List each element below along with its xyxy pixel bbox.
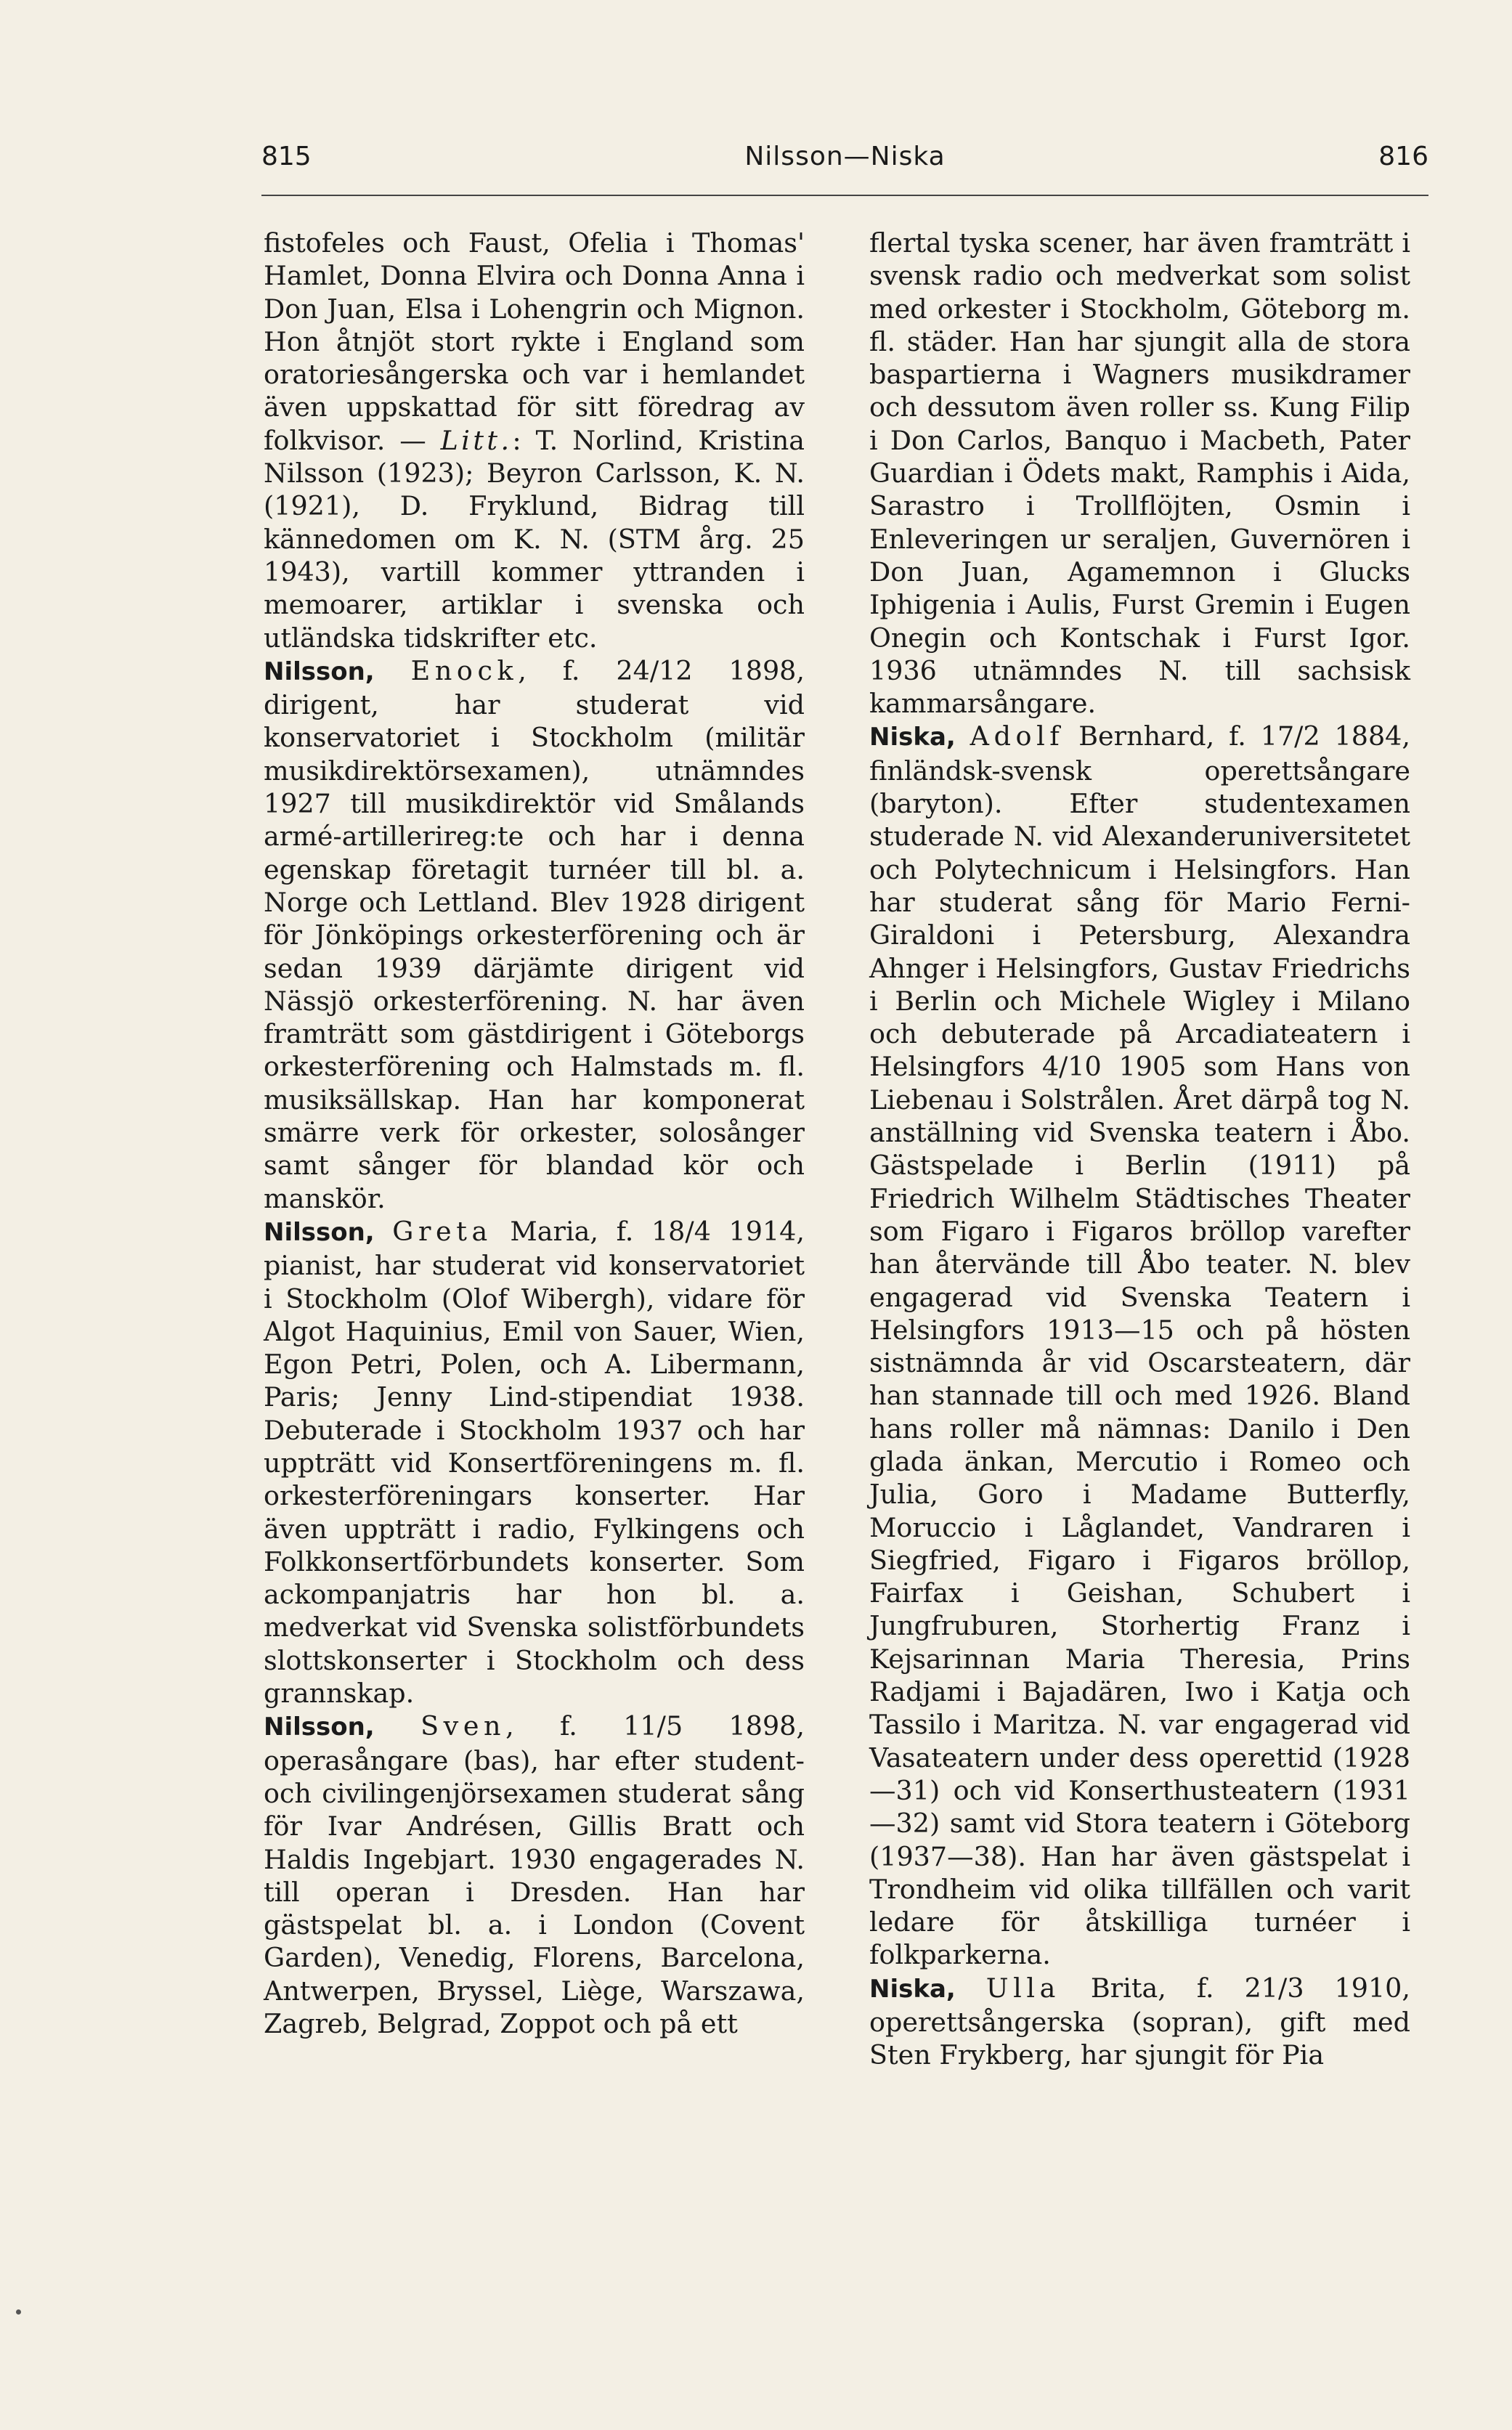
header-rule <box>261 195 1428 196</box>
entry-given-name: Enock <box>410 654 519 686</box>
continued-entry: fistofeles och Faust, Ofelia i Thomas' Hamlet, Donna Elvira och Donna Anna i Don Juan, Elsa i Lohengrin och Mignon. Hon åtnjöt stort rykte i England som oratoriesångerska och var i hemlandet även uppskattad för sitt föredrag av folkvisor. — Litt.: T. Norlind, Kristina Nilsson (1923); Beyron Carlsson, K. N. (1921), D. Fryklund, Bidrag till kännedomen om K. N. (STM årg. 25 1943), vartill kommer yttranden i memoarer, artiklar i svenska och utländska tidskrifter etc. <box>264 227 805 654</box>
entry-surname: Nilsson, <box>264 1712 375 1742</box>
entry-niska-adolf: Niska, Adolf Bernhard, f. 17/2 1884, finländsk-svensk operettsångare (baryton). Efter studentexamen studerade N. vid Alexanderuniversitetet och Polytechnicum i Helsingfors. Han har studerat sång för Mario Ferni-Giraldoni i Petersburg, Alexandra Ahnger i Helsingfors, Gustav Friedrichs i Berlin och Michele Wigley i Milano och debuterade på Arcadiateatern i Helsingfors 4/10 1905 som Hans von Liebenau i Solstrålen. Året därpå tog N. anställning vid Svenska teatern i Åbo. Gästspelade i Berlin (1911) på Friedrich Wilhelm Städtisches Theater som Figaro i Figaros bröllop varefter han återvände till Åbo teater. N. blev engagerad vid Svenska Teatern i Helsingfors 1913—15 och på hösten sistnämnda år vid Oscarsteatern, där han stannade till och med 1926. Bland hans roller må nämnas: Danilo i Den glada änkan, Mercutio i Romeo och Julia, Goro i Madame Butterfly, Moruccio i Låglandet, Vandraren i Siegfried, Figaro i Figaros bröllop, Fairfax i Geishan, Schubert i Jungfruburen, Storhertig Franz i Kejsarinnan Maria Theresia, Prins Radjami i Bajadären, Iwo i Katja och Tassilo i Maritza. N. var engagerad vid Vasateatern under dess operettid (1928—31) och vid Konserthusteatern (1931—32) samt vid Stora teatern i Göteborg (1937—38). Han har även gästspelat i Trondheim vid olika tillfällen och varit ledare för åtskilliga turnéer i folkparkerna. <box>869 720 1410 1971</box>
right-column <box>869 227 1410 2072</box>
page-number-right: 816 <box>1378 142 1428 171</box>
entry-given-name: Adolf <box>970 720 1065 752</box>
entry-nilsson-enock: Nilsson, Enock, f. 24/12 1898, dirigent, har studerat vid konservatoriet i Stockholm (militär musikdirektörsexamen), utnämndes 1927 till musikdirektör vid Smålands armé-artillerireg:te och har i denna egenskap företagit turnéer till bl. a. Norge och Lettland. Blev 1928 dirigent för Jönköpings orkesterförening och är sedan 1939 därjämte dirigent vid Nässjö orkesterförening. N. har även framträtt som gästdirigent i Göteborgs orkesterförening och Halmstads m. fl. musiksällskap. Han har komponerat smärre verk för orkester, solosånger samt sånger för blandad kör och manskör. <box>264 654 805 1214</box>
left-column <box>264 227 805 2040</box>
page-number-left: 815 <box>261 142 312 171</box>
continued-entry: flertal tyska scener, har även framträtt i svensk radio och medverkat som solist med orkester i Stockholm, Göteborg m. fl. städer. Han har sjungit alla de stora baspartierna i Wagners musikdramer och dessutom även roller ss. Kung Filip i Don Carlos, Banquo i Macbeth, Pater Guardian i Ödets makt, Ramphis i Aida, Sarastro i Trollflöjten, Osmin i Enleveringen ur seraljen, Guvernören i Don Juan, Agamemnon i Glucks Iphigenia i Aulis, Furst Gremin i Eugen Onegin och Kontschak i Furst Igor. 1936 utnämndes N. till sachsisk kammarsångare. <box>869 227 1410 720</box>
litt-label: Litt. <box>440 424 513 456</box>
entry-given-name: Greta <box>392 1215 492 1247</box>
entry-given-name: Sven <box>420 1710 506 1742</box>
margin-speck <box>16 2309 21 2315</box>
entry-surname: Niska, <box>869 723 956 752</box>
entry-niska-ulla: Niska, Ulla Brita, f. 21/3 1910, operettsångerska (sopran), gift med Sten Frykberg, har sjungit för Pia <box>869 1972 1410 2071</box>
entry-nilsson-greta: Nilsson, Greta Maria, f. 18/4 1914, pianist, har studerat vid konservatoriet i Stockholm (Olof Wibergh), vidare för Algot Haquinius, Emil von Sauer, Wien, Egon Petri, Polen, och A. Libermann, Paris; Jenny Lind-stipendiat 1938. Debuterade i Stockholm 1937 och har uppträtt vid Konsertföreningens m. fl. orkesterföreningars konserter. Har även uppträtt i radio, Fylkingens och Folkkonsertförbundets konserter. Som ackompanjatris har hon bl. a. medverkat vid Svenska solistförbundets slottskonserter i Stockholm och dess grannskap. <box>264 1215 805 1710</box>
header-title: Nilsson—Niska <box>744 142 946 171</box>
entry-surname: Niska, <box>869 1974 956 2004</box>
entry-nilsson-sven: Nilsson, Sven, f. 11/5 1898, operasångare (bas), har efter student- och civilingenjörsexamen studerat sång för Ivar Andrésen, Gillis Bratt och Haldis Ingebjart. 1930 engagerades N. till operan i Dresden. Han har gästspelat bl. a. i London (Covent Garden), Venedig, Florens, Barcelona, Antwerpen, Bryssel, Liège, Warszawa, Zagreb, Belgrad, Zoppot och på ett <box>264 1710 805 2040</box>
entry-surname: Nilsson, <box>264 1217 375 1247</box>
entry-given-name: Ulla <box>985 1972 1060 2004</box>
running-header <box>261 142 1428 185</box>
entry-surname: Nilsson, <box>264 657 375 686</box>
